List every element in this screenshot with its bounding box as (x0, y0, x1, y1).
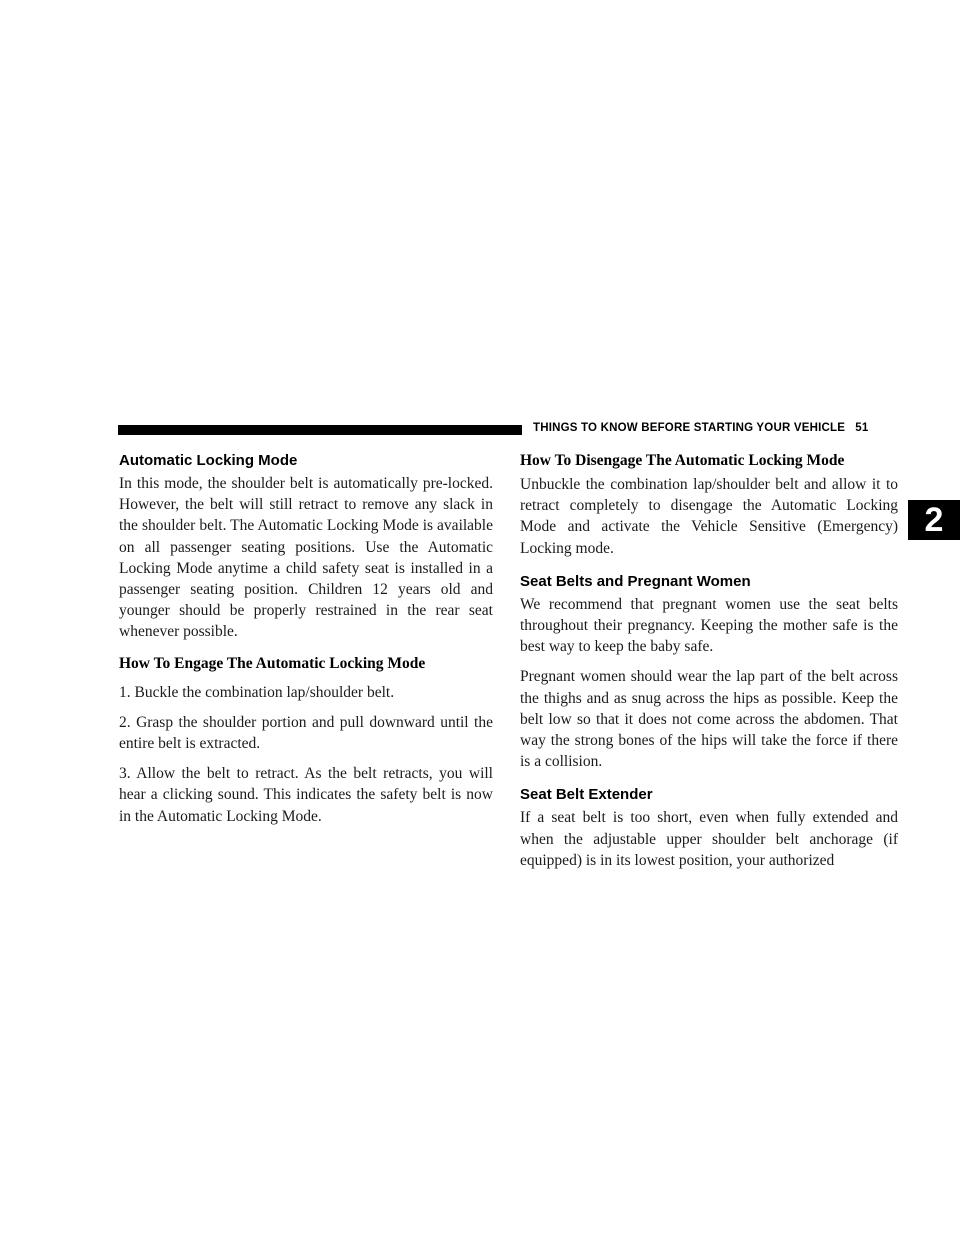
heading-disengage-automatic-locking: How To Disengage The Automatic Locking Mode (520, 452, 845, 469)
heading-automatic-locking-mode: Automatic Locking Mode (119, 452, 298, 469)
chapter-tab: 2 (908, 500, 960, 540)
header-title: THINGS TO KNOW BEFORE STARTING YOUR VEHICLE (533, 422, 846, 434)
heading-pregnant-women: Seat Belts and Pregnant Women (520, 572, 751, 590)
right-column (520, 452, 898, 871)
paragraph-pregnant-1: We recommend that pregnant women use the seat belts throughout their pregnancy. Keeping the mother safe is the best way to keep the baby safe. (520, 595, 898, 656)
page-number: 51 (855, 422, 869, 434)
heading-engage-automatic-locking: How To Engage The Automatic Locking Mode (119, 654, 426, 672)
step-3: 3. Allow the belt to retract. As the belt retracts, you will hear a clicking sound. This indicates the safety belt is now in the Automatic Locking Mode. (119, 765, 493, 825)
left-column (119, 452, 493, 827)
paragraph-seat-belt-extender: If a seat belt is too short, even when fully extended and when the adjustable upper shoulder belt anchorage (if equipped) is in its lowest position, your authorized (520, 809, 898, 869)
step-2: 2. Grasp the shoulder portion and pull downward until the entire belt is extracted. (119, 713, 493, 753)
header-rule (118, 425, 522, 435)
paragraph-pregnant-2: Pregnant women should wear the lap part of the belt across the thighs and as snug across the hips as possible. Keep the belt low so that it does not come across the abdomen. That way the strong bones of the hips will take the force if there is a collision. (520, 668, 898, 771)
paragraph-automatic-locking-intro: In this mode, the shoulder belt is automatically pre-locked. However, the belt will still retract to remove any slack in the shoulder belt. The Automatic Locking Mode is available on all passenger seating positions. Use the Automatic Locking Mode anytime a child safety seat is installed in a passenger seating position. Children 12 years old and younger should be properly restrained in the rear seat whenever possible. (119, 475, 493, 641)
running-header (533, 422, 868, 434)
paragraph-disengage: Unbuckle the combination lap/shoulder belt and allow it to retract completely to disengage the Automatic Locking Mode and activate the Vehicle Sensitive (Emergency) Locking mode. (520, 476, 898, 557)
step-1: 1. Buckle the combination lap/shoulder belt. (119, 683, 395, 701)
heading-seat-belt-extender: Seat Belt Extender (520, 786, 653, 804)
